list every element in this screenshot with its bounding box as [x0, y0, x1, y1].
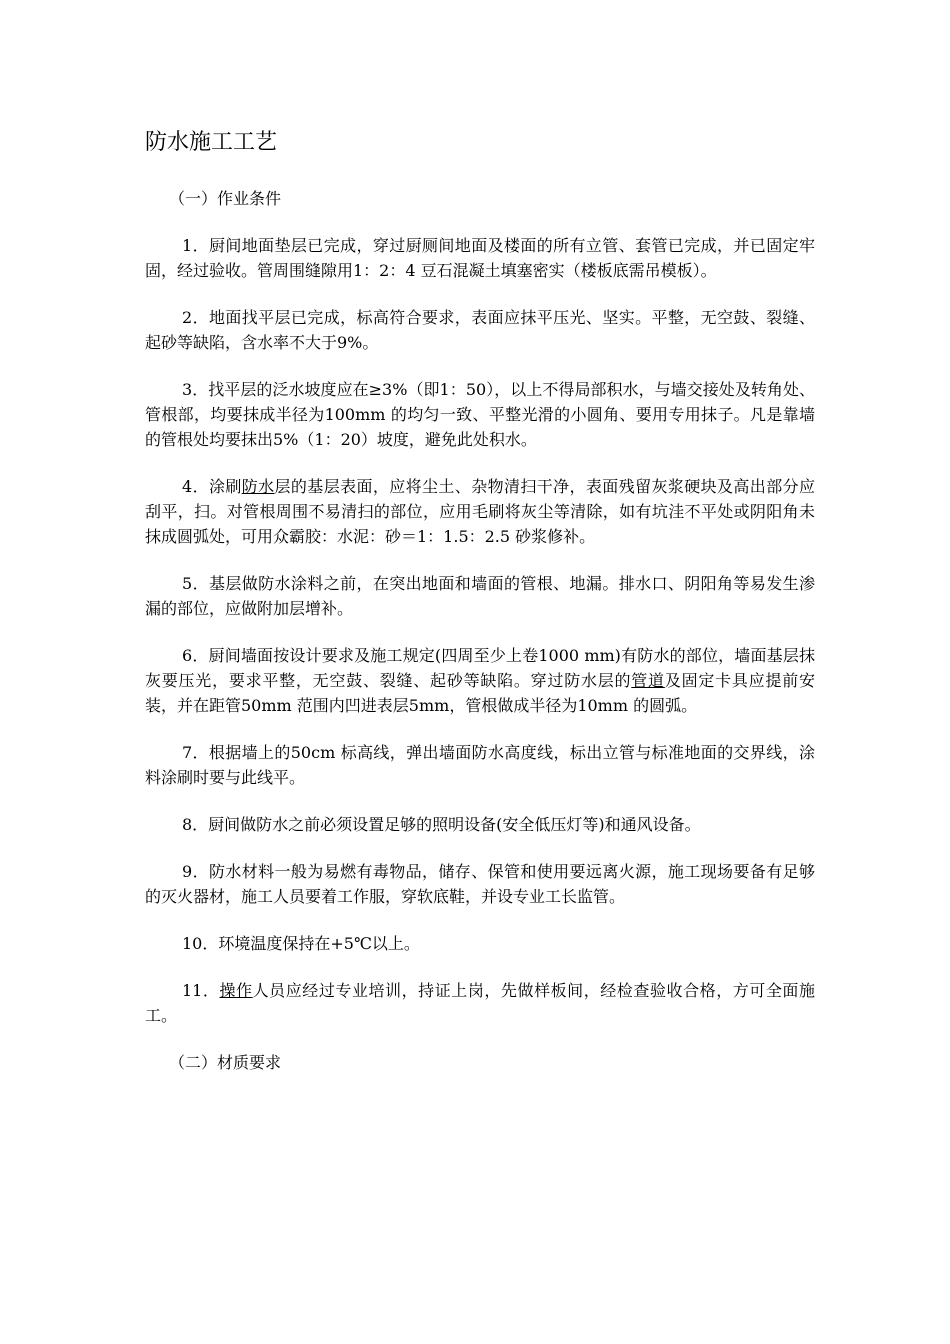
section-heading-work-conditions: （一）作业条件 [169, 189, 282, 208]
link-operation[interactable]: 操作 [219, 981, 253, 1000]
document-page [145, 128, 815, 1097]
paragraph-item-4 [145, 474, 815, 549]
link-waterproof[interactable]: 防水 [241, 477, 275, 496]
link-pipeline[interactable]: 管道 [631, 671, 665, 690]
paragraph-item-4-post: 层的基层表面，应将尘土、杂物清扫干净，表面残留灰浆硬块及高出部分应刮平，扫。对管根周围不易清扫的部位，应用毛刷将灰尘等清除，如有坑洼不平处或阴阳角未抹成圆弧处，可用众霸胶：水泥：砂＝1：1.5：2.5 砂浆修补。 [145, 477, 815, 546]
document-title: 防水施工工艺 [145, 130, 278, 155]
paragraph-item-6 [145, 643, 815, 718]
paragraph-item-4-pre: 4．涂刷 [182, 477, 242, 496]
paragraph-item-1: 1．厨间地面垫层已完成，穿过厨厕间地面及楼面的所有立管、套管已完成，并已固定牢固，经过验收。管周围缝隙用1：2：4 豆石混凝土填塞密实（楼板底需吊模板）。 [145, 236, 815, 280]
paragraph-item-10: 10．环境温度保持在+5℃以上。 [182, 934, 420, 953]
paragraph-item-11 [145, 978, 815, 1028]
paragraph-item-2: 2．地面找平层已完成，标高符合要求，表面应抹平压光、坚实。平整，无空鼓、裂缝、起砂等缺陷，含水率不大于9%。 [145, 308, 815, 352]
section-heading-material-requirements: （二）材质要求 [169, 1053, 282, 1072]
paragraph-item-11-post: 人员应经过专业培训，持证上岗，先做样板间，经检查验收合格，方可全面施工。 [145, 981, 815, 1025]
paragraph-item-5: 5．基层做防水涂料之前，在突出地面和墙面的管根、地漏。排水口、阴阳角等易发生渗漏的部位，应做附加层增补。 [145, 574, 815, 618]
paragraph-item-9: 9．防水材料一般为易燃有毒物品，储存、保管和使用要远离火源，施工现场要备有足够的灭火器材，施工人员要着工作服，穿软底鞋，并设专业工长监管。 [145, 862, 815, 906]
paragraph-item-8: 8．厨间做防水之前必须设置足够的照明设备(安全低压灯等)和通风设备。 [182, 815, 701, 834]
paragraph-item-3: 3．找平层的泛水坡度应在≥3%（即1：50），以上不得局部积水，与墙交接处及转角处、管根部，均要抹成半径为100mm 的均匀一致、平整光滑的小圆角、要用专用抹子。凡是靠墙的管根处均要抹出5%（1：20）坡度，避免此处积水。 [145, 380, 815, 449]
paragraph-item-6-pre: 6．厨间墙面按设计要求及施工规定(四周至少上卷1000 mm)有防水的部位，墙面基层抹灰要压光，要求平整，无空鼓、裂缝、起砂等缺陷。穿过防水层的 [145, 646, 815, 690]
paragraph-item-7: 7．根据墙上的50cm 标高线，弹出墙面防水高度线，标出立管与标准地面的交界线，涂料涂刷时要与此线平。 [145, 743, 815, 787]
paragraph-item-11-pre: 11． [182, 981, 220, 1000]
paragraph-item-6-post: 及固定卡具应提前安装，并在距管50mm 范围内凹进表层5mm，管根做成半径为10mm 的圆弧。 [145, 671, 815, 715]
